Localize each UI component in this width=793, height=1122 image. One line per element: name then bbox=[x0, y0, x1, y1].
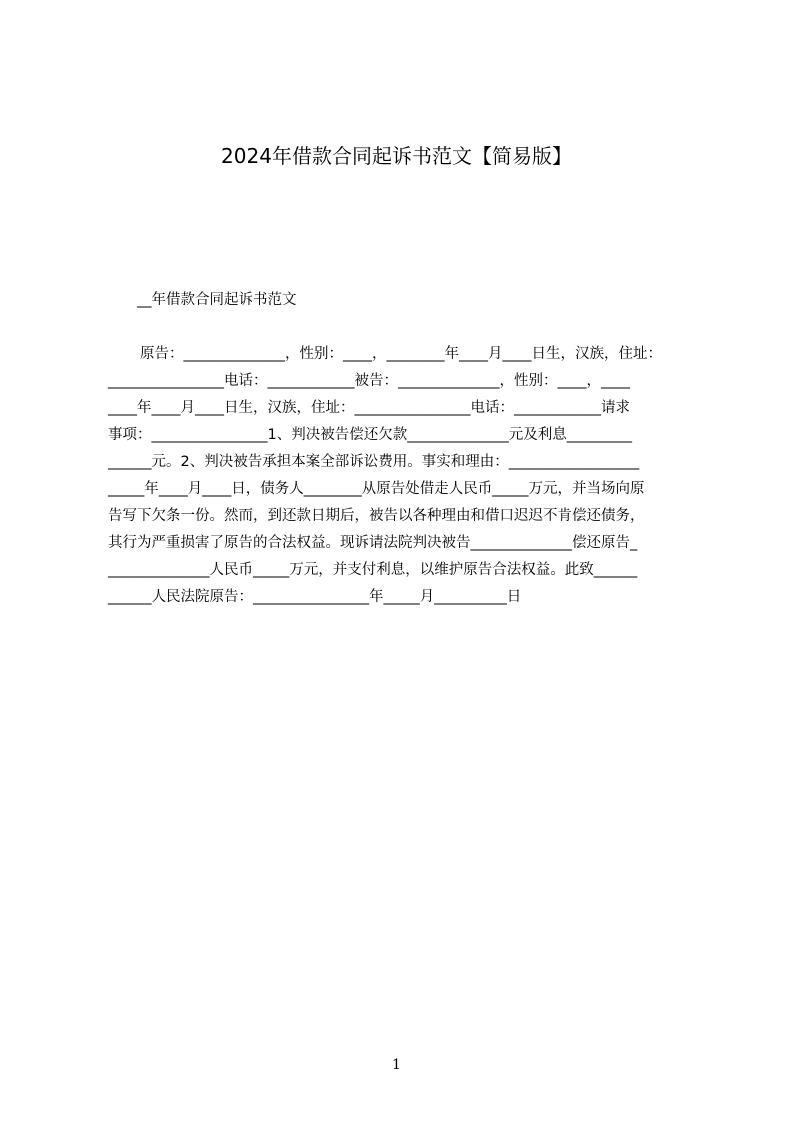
body-line-9: ______________人民币_____万元，并支付利息，以维护原告合法权益。此致______ bbox=[108, 562, 638, 578]
body-line-10: ______人民法院原告：________________年_____月__________日 bbox=[108, 589, 522, 605]
body-line-1: 原告：______________，性别：____，________年____月____日生，汉族，住址： bbox=[140, 346, 662, 362]
document-subtitle: __年借款合同起诉书范文 bbox=[137, 292, 297, 308]
body-line-6: _____年____月____日，债务人________从原告处借走人民币_____万元，并当场向原 bbox=[108, 481, 645, 497]
body-line-7: 告写下欠条一份。然而，到还款日期后，被告以各种理由和借口迟迟不肯偿还债务， bbox=[108, 508, 645, 524]
body-line-4: 事项：________________1、判决被告偿还欠款______________元及利息_________ bbox=[108, 427, 632, 443]
body-line-8: 其行为严重损害了原告的合法权益。现诉请法院判决被告______________偿还原告_ bbox=[108, 535, 638, 551]
body-line-3: ____年____月____日生，汉族，住址：________________电话：____________请求 bbox=[108, 400, 630, 416]
body-line-2: ________________电话：____________被告：______________，性别：____，____ bbox=[108, 373, 630, 389]
document-title: 2024年借款合同起诉书范文【简易版】 bbox=[221, 144, 572, 168]
page-number: 1 bbox=[392, 1057, 401, 1073]
body-line-5: ______元。2、判决被告承担本案全部诉讼费用。事实和理由：__________________ bbox=[108, 454, 640, 470]
